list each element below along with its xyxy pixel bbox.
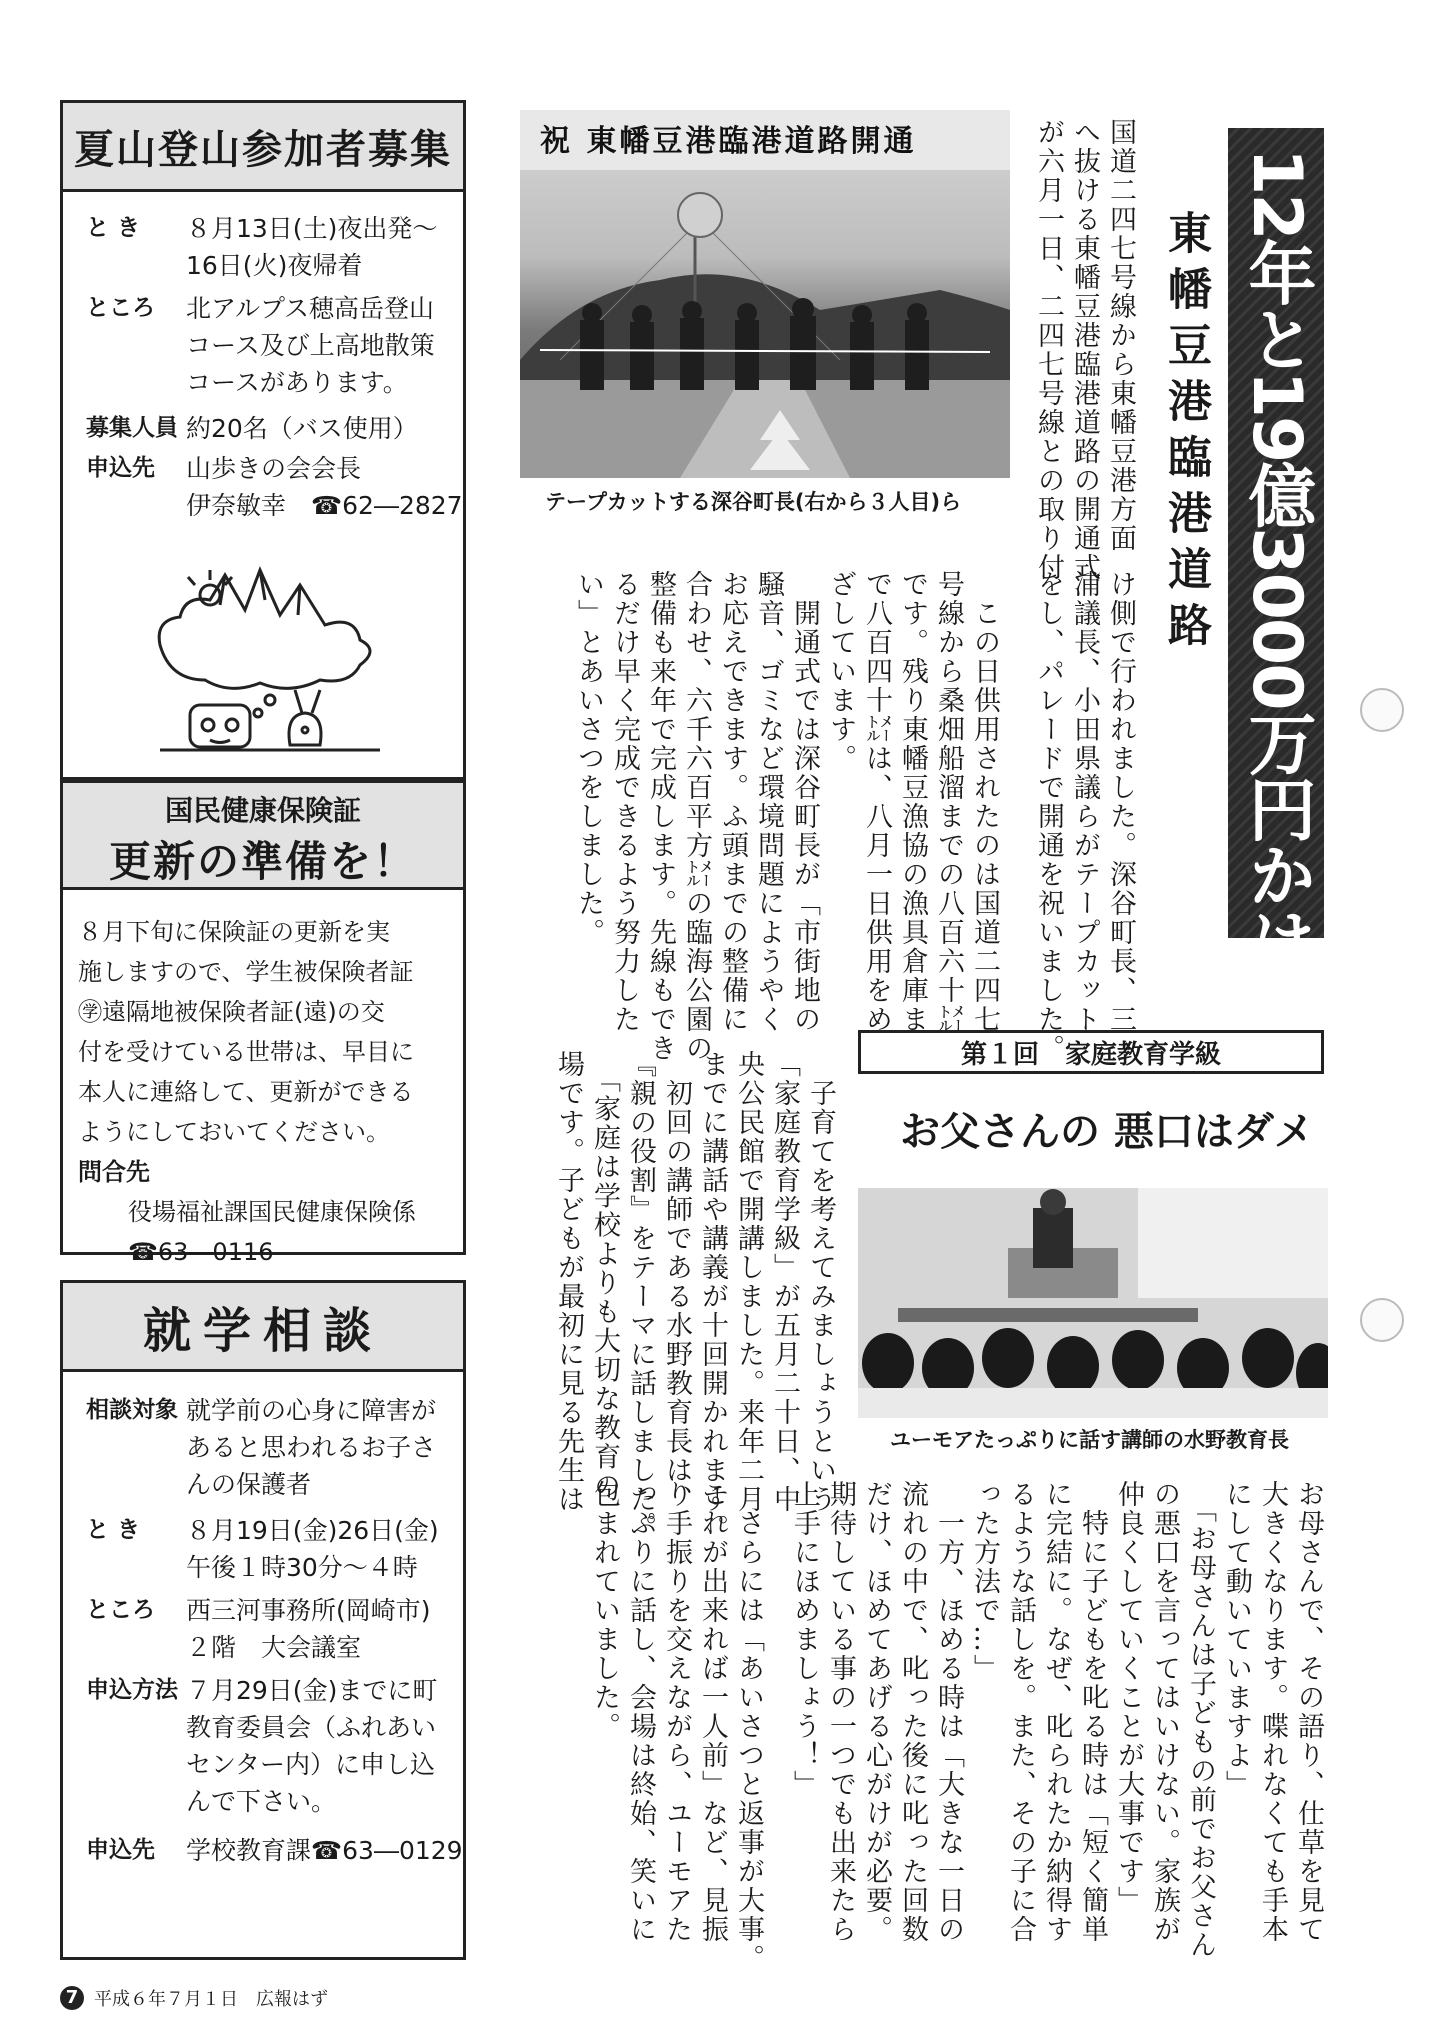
road-lower-col: 整備も来年で完成します。先線もでき [645,570,676,1063]
road-upper-col: 国道二四七号線から東幡豆港方面 [1105,118,1136,553]
road-upper-col: へ抜ける東幡豆港臨港道路の開通式 [1069,118,1100,582]
hike-when-line: 16日(火)夜帰着 [186,251,363,280]
road-lower-col: ざしています。 [825,570,856,773]
road-banner: 祝 東幡豆港臨港道路開通 [540,124,917,159]
summer-hike-title: 夏山登山参加者募集 [74,126,452,173]
school-title: 就学相談 [142,1302,383,1359]
education-lower-col: 「お母さんは子どもの前でお父さん [1185,1480,1216,1960]
insurance-subtitle: 国民健康保険証 [164,794,361,827]
hike-capacity-value: 約20名（バス使用） [186,414,418,443]
education-lower-col: った方法で…」 [969,1480,1000,1683]
school-where-label: ところ [86,1597,155,1623]
insurance-contact-label: 問合先 [78,1158,150,1186]
education-left-col: 場です。子どもが最初に見る先生は [553,1050,584,1514]
insurance-body-line: 付を受けている世帯は、早目に [78,1038,414,1066]
binder-hole [1360,1298,1404,1342]
school-where-line: ２階 大会議室 [186,1633,362,1662]
hike-where-line: コース及び上高地散策 [186,331,435,360]
hike-when-line: ８月13日(土)夜出発～ [186,214,438,243]
education-title: お父さんの 悪口はダメ [900,1109,1314,1155]
road-lower-col: をし、パレードで開通を祝いました。 [1033,570,1064,1063]
education-lower-col: 一方、ほめる時は「大きな一日の [933,1480,964,1944]
education-lower-col: に完結に。なぜ、叱られたか納得す [1041,1480,1072,1944]
insurance-body [78,912,416,1272]
school-when-line: 午後１時30分～４時 [186,1553,418,1582]
school-target-line: 就学前の心身に障害が [186,1396,437,1425]
road-subhead: 東幡豆港臨港道路 [1160,210,1211,658]
road-upper-col: が六月一日、二四七号線との取り付 [1033,118,1064,582]
education-lower-col: これが出来れば一人前」など、見振 [697,1480,728,1944]
school-target-line: あると思われるお子さ [186,1433,437,1462]
education-lower-col: 包まれていました。 [589,1480,620,1741]
education-lower-col: 仲良くしていくことが大事です」 [1113,1480,1144,1915]
road-headline-box [1228,128,1324,1105]
education-lower-col: 上手にほめましょう！」 [789,1480,820,1799]
education-lower-col: 特に子どもを叱る時は「短く簡単 [1077,1480,1108,1944]
school-where-line: 西三河事務所(岡崎市) [186,1596,431,1625]
hike-capacity-label: 募集人員 [86,415,178,441]
education-series-banner [858,1030,1324,1074]
road-caption: テープカットする深谷町長(右から３人目)ら [545,490,962,514]
education-series: 第１回 家庭教育学級 [960,1039,1221,1070]
school-when-row [86,1512,439,1586]
binder-hole [1360,688,1404,732]
insurance-body-line: ８月下旬に保険証の更新を実 [78,918,390,946]
road-lower-col: 号線から桑畑船溜までの八百六十㍍ [933,570,964,1034]
education-left-col: 子育てを考えてみましょうという [805,1050,836,1514]
education-left-col: 「家庭は学校よりも大切な教育の [589,1050,620,1501]
school-apply-row [86,1832,463,1869]
hike-capacity-row [86,410,418,447]
school-title-bar [60,1280,466,1372]
road-lower-col: 騒音、ゴミなど環境問題にようやく [753,570,784,1034]
education-lower-col: にして動いていますよ」 [1221,1480,1252,1799]
insurance-body-line: 本人に連絡して、更新ができる [78,1078,414,1106]
hike-where-row [86,290,435,401]
road-lower-col: この日供用されたのは国道二四七 [969,570,1000,1034]
road-lower-col: 浦議長、小田県議らがテープカット [1069,570,1100,1034]
road-lower-col: け側で行われました。深谷町長、三 [1105,570,1136,1034]
education-lower-col: っぷりに話し、会場は終始、笑いに [625,1480,656,1944]
school-method-label: 申込方法 [86,1677,178,1703]
education-lower-col: り手振りを交えながら、ユーモアた [661,1480,692,1944]
education-lower-col: だけ、ほめてあげる心がけが必要。 [861,1480,892,1944]
education-left-col: 央公民館で開講しました。来年二月 [733,1050,764,1514]
school-method-line: んで下さい。 [186,1787,337,1816]
insurance-title-bar [60,780,466,890]
school-apply-line: 学校教育課☎63―0129 [186,1836,463,1865]
road-lower-col: お応えできます。ふ頭までの整備に [717,570,748,1034]
hike-where-label: ところ [86,295,155,321]
insurance-contact-line: ☎63―0116 [128,1238,274,1266]
road-lower-col: るだけ早く完成できるよう努力した [609,570,640,1034]
education-photo-scene [858,1188,1328,1418]
school-target-row [86,1392,436,1503]
education-photo [858,1188,1328,1418]
school-when-label: と き [86,1517,141,1543]
school-method-row [86,1672,437,1820]
insurance-body-line: 施しますので、学生被保険者証 [78,958,414,986]
road-lower-col: で八百四十㍍は、八月一日供用をめ [861,570,892,1034]
road-lower-col: い」とあいさつをしました。 [573,570,604,947]
school-apply-label: 申込先 [86,1837,155,1863]
hike-where-line: コースがあります。 [186,368,408,397]
footer [60,1985,328,2011]
education-lower-col: 大きくなります。喋れなくても手本 [1257,1480,1288,1944]
school-where-row [86,1592,431,1666]
summer-hike-title-bar [60,100,466,192]
hike-where-line: 北アルプス穂高岳登山 [186,294,435,323]
hike-apply-line: 伊奈敏幸 ☎62―2827 [186,491,463,520]
education-lower-col: お母さんで、その語り、仕草を見て [1293,1480,1324,1944]
school-method-line: センター内）に申し込 [186,1750,436,1779]
education-lower-col: 流れの中で、叱った後に叱った回数 [897,1480,928,1944]
school-method-line: 教育委員会（ふれあい [186,1713,437,1742]
school-target-label: 相談対象 [86,1397,178,1423]
education-left-col: までに講話や講義が十回開かれます。 [697,1050,728,1543]
road-lower-col: 開通式では深谷町長が「市街地の [789,570,820,1034]
insurance-title: 更新の準備を！ [108,837,417,886]
road-photo-scene [520,110,1010,478]
education-lower-col: 期待している事の一つでも出来たら [825,1480,856,1944]
insurance-body-line: ㊫遠隔地被保険者証(遠)の交 [78,998,385,1026]
footer-text: 平成６年７月１日 広報はず [94,1989,328,2010]
mountain-illustration [150,555,390,755]
road-lower-col: です。残り東幡豆漁協の漁具倉庫ま [897,570,928,1034]
page-number: 7 [60,1986,84,2010]
hike-when-label: と き [86,215,141,241]
education-lower-col: るような話しを。また、その子に合 [1005,1480,1036,1944]
insurance-contact-line: 役場福祉課国民健康保険係 [128,1198,416,1226]
school-method-line: ７月29日(金)までに町 [186,1676,438,1705]
education-left-col: 「家庭教育学級」が五月二十日、中 [769,1050,800,1514]
insurance-body-line: ようにしておいてください。 [78,1118,390,1146]
education-left-col: 初回の講師である水野教育長は、 [661,1050,692,1514]
hike-when-row [86,210,437,284]
hike-apply-row [86,450,463,524]
education-lower-col: さらには「あいさつと返事が大事。 [733,1480,764,1973]
school-target-line: んの保護者 [186,1470,312,1499]
hike-apply-line: 山歩きの会会長 [186,454,362,483]
education-caption: ユーモアたっぷりに話す講師の水野教育長 [890,1428,1289,1452]
education-lower-col: の悪口を言ってはいけない。家族が [1149,1480,1180,1944]
education-left-col: 『親の役割』をテーマに話しました。 [625,1050,656,1543]
road-lower-col: 合わせ、六千六百平方㍍の臨海公園の [681,570,712,1063]
hike-apply-label: 申込先 [86,455,155,481]
road-photo [520,110,1010,478]
road-headline: 12年と19億3000万円かけ開通 [1237,148,1316,1105]
school-when-line: ８月19日(金)26日(金) [186,1516,439,1545]
